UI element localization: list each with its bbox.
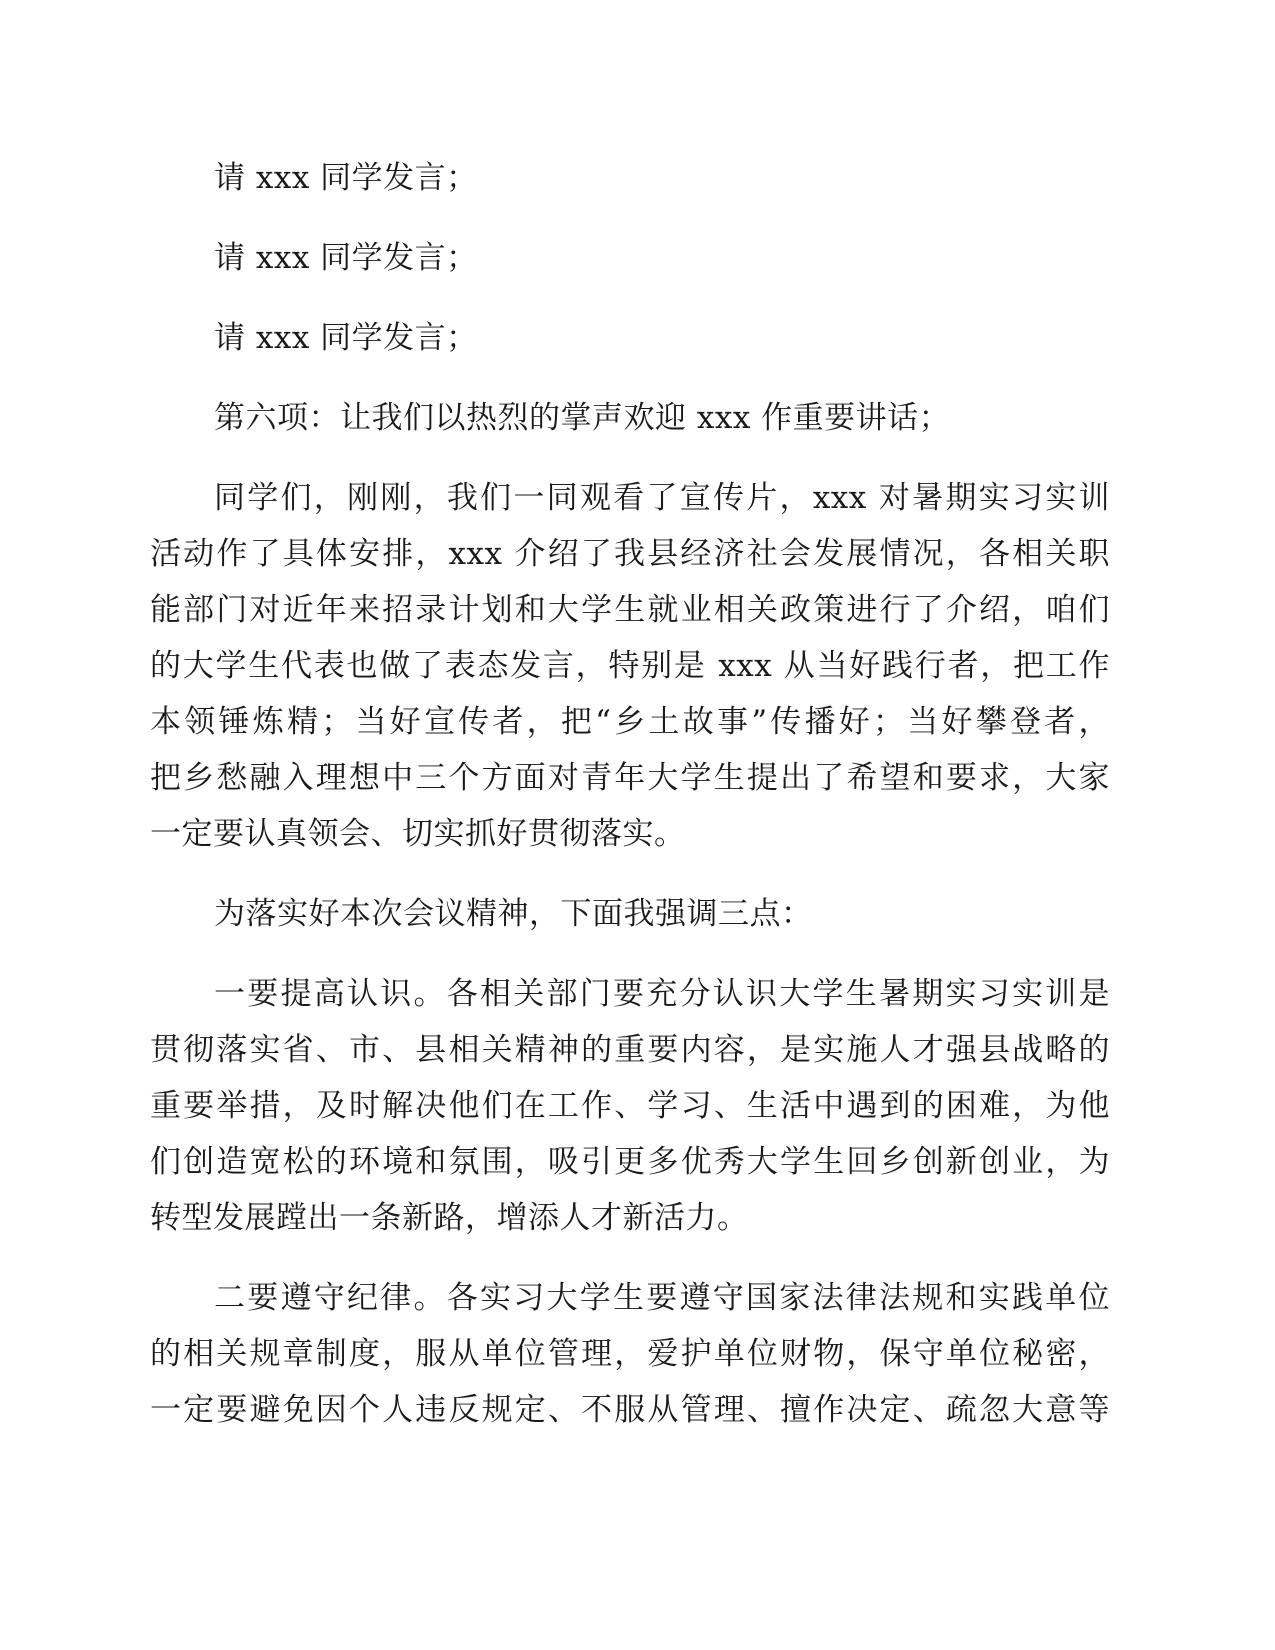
text-line: 同学们，刚刚，我们一同观看了宣传片，xxx 对暑期实习实训 (214, 480, 1110, 516)
text-line: 请 xxx 同学发言； (214, 320, 478, 356)
text-line: 本领锤炼精；当好宣传者，把“乡土故事”传播好；当好攀登者， (150, 704, 1110, 740)
text-line: 能部门对近年来招录计划和大学生就业相关政策进行了介绍，咱们 (150, 592, 1110, 628)
paragraph-speaker-1 (150, 150, 1110, 206)
paragraph-point-one (150, 966, 1110, 1246)
text-line: 一定要避免因个人违反规定、不服从管理、擅作决定、疏忽大意等 (150, 1392, 1110, 1428)
text-line: 们创造宽松的环境和氛围，吸引更多优秀大学生回乡创新创业，为 (150, 1144, 1110, 1180)
paragraph-item-six (150, 390, 1110, 446)
text-line: 活动作了具体安排，xxx 介绍了我县经济社会发展情况，各相关职 (150, 536, 1110, 572)
text-line: 第六项：让我们以热烈的掌声欢迎 xxx 作重要讲话； (214, 400, 951, 436)
text-line: 请 xxx 同学发言； (214, 240, 478, 276)
text-line: 一定要认真领会、切实抓好贯彻落实。 (150, 816, 686, 852)
text-line: 为落实好本次会议精神，下面我强调三点： (214, 896, 813, 932)
paragraph-speaker-3 (150, 310, 1110, 366)
text-line: 转型发展蹚出一条新路，增添人才新活力。 (150, 1200, 749, 1236)
paragraph-summary (150, 470, 1110, 862)
text-line: 把乡愁融入理想中三个方面对青年大学生提出了希望和要求，大家 (150, 760, 1110, 796)
text-line: 一要提高认识。各相关部门要充分认识大学生暑期实习实训是 (214, 976, 1110, 1012)
paragraph-speaker-2 (150, 230, 1110, 286)
paragraph-point-two (150, 1270, 1110, 1438)
text-line: 二要遵守纪律。各实习大学生要遵守国家法律法规和实践单位 (214, 1280, 1110, 1316)
text-line: 的相关规章制度，服从单位管理，爱护单位财物，保守单位秘密， (150, 1336, 1110, 1372)
text-line: 请 xxx 同学发言； (214, 160, 478, 196)
paragraph-three-points-intro (150, 886, 1110, 942)
text-line: 的大学生代表也做了表态发言，特别是 xxx 从当好践行者，把工作 (150, 648, 1110, 684)
text-line: 贯彻落实省、市、县相关精神的重要内容，是实施人才强县战略的 (150, 1032, 1110, 1068)
document-body (150, 150, 1110, 1462)
text-line: 重要举措，及时解决他们在工作、学习、生活中遇到的困难，为他 (150, 1088, 1110, 1124)
